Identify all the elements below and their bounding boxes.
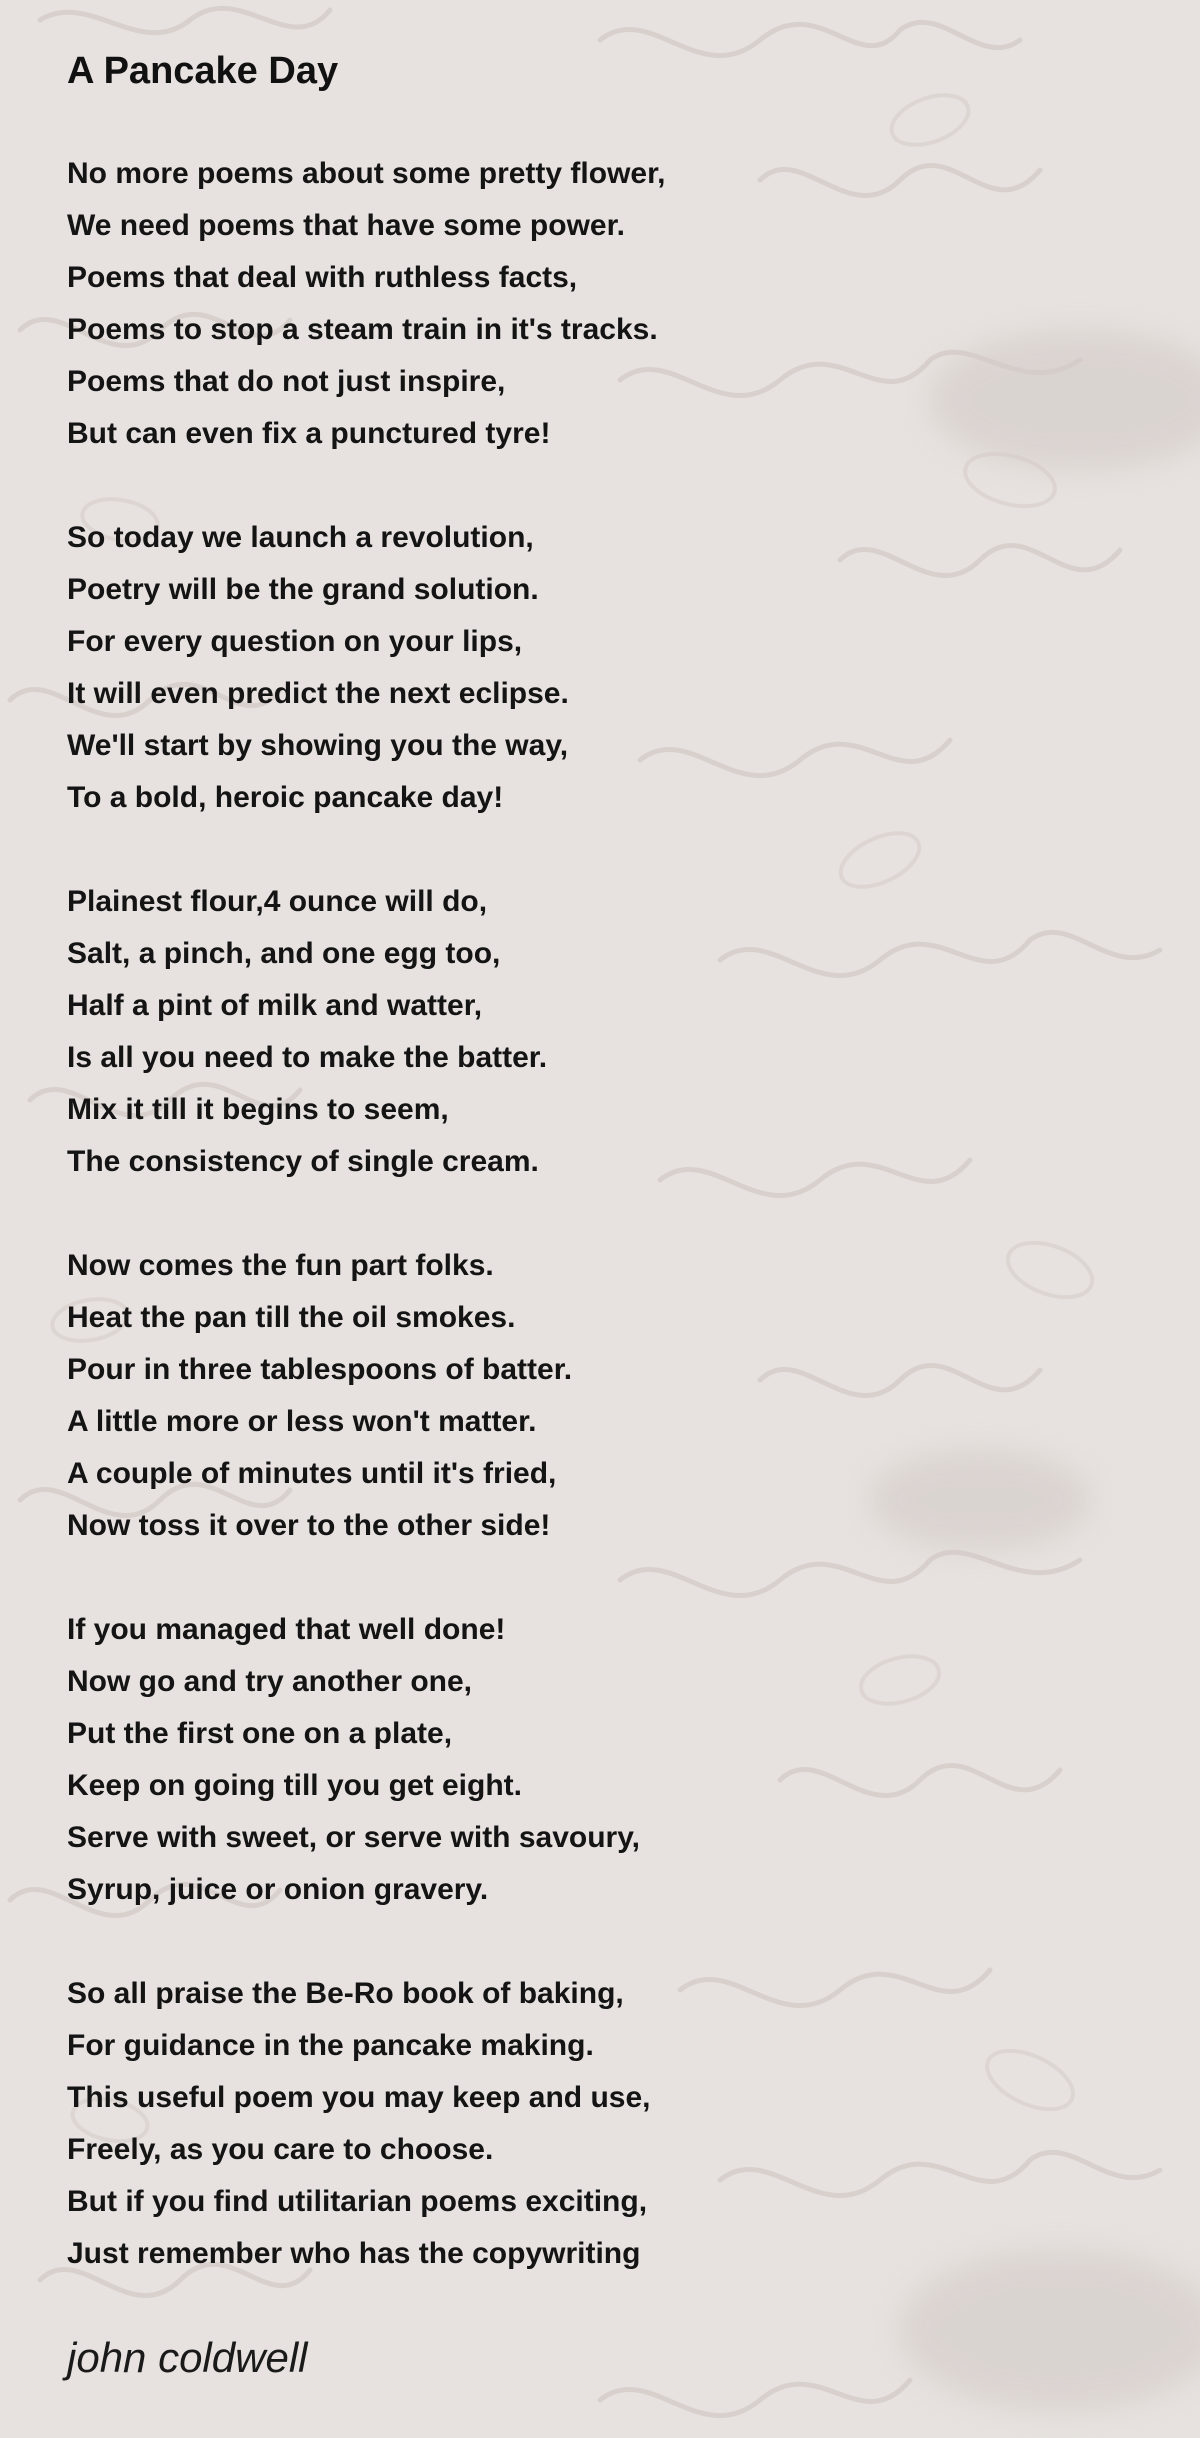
poem-line: Is all you need to make the batter.: [67, 1041, 548, 1074]
poem-line: Keep on going till you get eight.: [67, 1769, 522, 1802]
poem-line: Poetry will be the grand solution.: [67, 573, 539, 606]
poem-line: Pour in three tablespoons of batter.: [67, 1353, 573, 1386]
stanza: [67, 512, 665, 824]
poem-line: But if you find utilitarian poems exciting,: [67, 2185, 648, 2218]
poem-line: We'll start by showing you the way,: [67, 729, 569, 762]
poem-line: Serve with sweet, or serve with savoury,: [67, 1821, 641, 1854]
poem-line: Put the first one on a plate,: [67, 1717, 453, 1750]
poem-line: To a bold, heroic pancake day!: [67, 781, 504, 814]
stanza: [67, 876, 665, 1188]
paper-stains: [870, 330, 1200, 2410]
poem-title: A Pancake Day: [67, 50, 339, 92]
poem-line: Plainest flour,4 ounce will do,: [67, 885, 488, 918]
poem-line: For every question on your lips,: [67, 625, 523, 658]
poem-line: The consistency of single cream.: [67, 1145, 539, 1178]
poem-line: Mix it till it begins to seem,: [67, 1093, 449, 1126]
poem-line: We need poems that have some power.: [67, 209, 625, 242]
poem-line: So all praise the Be-Ro book of baking,: [67, 1977, 624, 2010]
stanza: [67, 148, 665, 460]
poem-line: Freely, as you care to choose.: [67, 2133, 494, 2166]
poem-line: Poems that deal with ruthless facts,: [67, 261, 578, 294]
poem-line: Now comes the fun part folks.: [67, 1249, 494, 1282]
poem-author: john coldwell: [67, 2334, 308, 2381]
poem-line: A couple of minutes until it's fried,: [67, 1457, 557, 1490]
stanza: [67, 1604, 665, 1916]
poem-line: This useful poem you may keep and use,: [67, 2081, 651, 2114]
poem-line: A little more or less won't matter.: [67, 1405, 537, 1438]
poem-body: [67, 148, 665, 2332]
poem-line: So today we launch a revolution,: [67, 521, 534, 554]
poem-line: Salt, a pinch, and one egg too,: [67, 937, 501, 970]
poem-line: No more poems about some pretty flower,: [67, 157, 666, 190]
poem-line: If you managed that well done!: [67, 1613, 506, 1646]
poem-line: Half a pint of milk and watter,: [67, 989, 483, 1022]
poem-line: Syrup, juice or onion gravery.: [67, 1873, 489, 1906]
poem-line: Now toss it over to the other side!: [67, 1509, 551, 1542]
stanza: [67, 1240, 665, 1552]
poem-line: Poems that do not just inspire,: [67, 365, 506, 398]
stanza: [67, 1968, 665, 2280]
poem-line: For guidance in the pancake making.: [67, 2029, 594, 2062]
poem-line: It will even predict the next eclipse.: [67, 677, 569, 710]
poem-line: Just remember who has the copywriting: [67, 2237, 641, 2270]
poem-line: But can even fix a punctured tyre!: [67, 417, 551, 450]
poem-line: Heat the pan till the oil smokes.: [67, 1301, 516, 1334]
poem-line: Now go and try another one,: [67, 1665, 473, 1698]
poem-line: Poems to stop a steam train in it's tracks.: [67, 313, 658, 346]
